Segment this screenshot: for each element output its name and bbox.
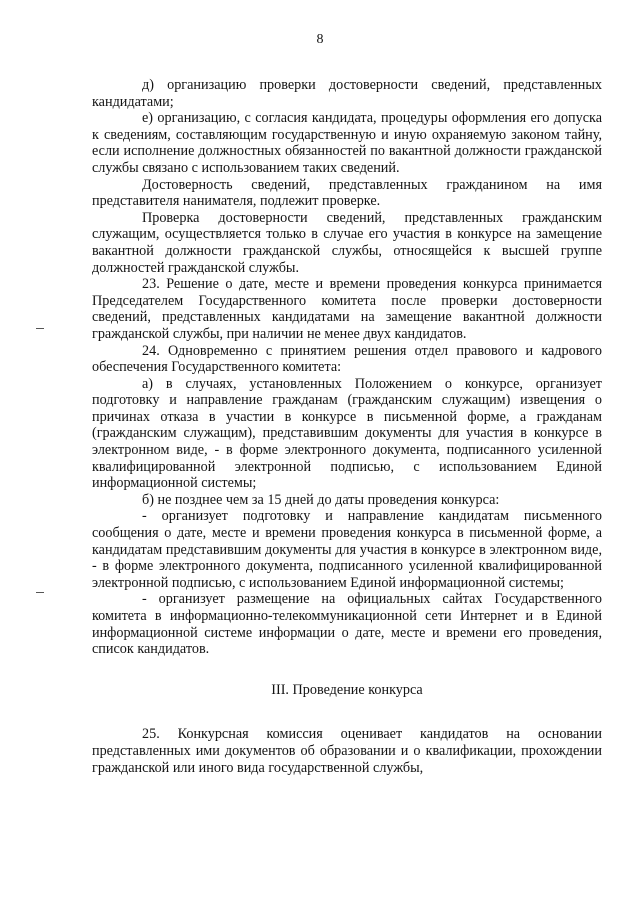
- document-body: [92, 77, 602, 776]
- paragraph-d: д) организацию проверки достоверности сведений, представленных кандидатами;: [92, 77, 602, 110]
- page-number: 8: [316, 32, 324, 47]
- margin-mark: [36, 592, 44, 593]
- paragraph-24-b-item-1: - организует подготовку и направление кандидатам письменного сообщения о дате, месте и времени проведения конкурса в письменной форме, а кандидатам представившим документы для участия в конкурсе в электронном виде, - в форме электронного документа, подписанного усиленной квалифицированной электронной подписью, с использованием Единой информационной системы;: [92, 508, 602, 591]
- paragraph-verification: Достоверность сведений, представленных гражданином на имя представителя нанимателя, подлежит проверке.: [92, 176, 602, 210]
- paragraph-verification-civil: Проверка достоверности сведений, представленных гражданским служащим, осуществляется только в случае его участия в конкурсе на замещение вакантной должности гражданской службы, относящейся к высшей группе должностей гражданской службы.: [92, 209, 602, 276]
- paragraph-24-b-item-2: - организует размещение на официальных сайтах Государственного комитета в информационно-телекоммуникационной сети Интернет и в Единой информационной системе информации о дате, месте и времени его проведения, список кандидатов.: [92, 591, 602, 658]
- paragraph-e: е) организацию, с согласия кандидата, процедуры оформления его допуска к сведениям, составляющим государственную и иную охраняемую законом тайну, если исполнение должностных обязанностей по вакантной должности гражданской службы связано с использованием таких сведений.: [92, 110, 602, 176]
- paragraph-23: 23. Решение о дате, месте и времени проведения конкурса принимается Председателем Государственного комитета после проверки достоверности сведений, представленных кандидатами на замещение вакантной должности гражданской службы, при наличии не менее двух кандидатов.: [92, 276, 602, 342]
- paragraph-25: 25. Конкурсная комиссия оценивает кандидатов на основании представленных ими документов об образовании и о квалификации, прохождении гражданской или иного вида государственной службы,: [92, 726, 602, 776]
- paragraph-24-a: а) в случаях, установленных Положением о конкурсе, организует подготовку и направление гражданам (гражданским служащим) извещения о причинах отказа в участии в конкурсе в письменной форме, а гражданам (гражданским служащим), представившим документы для участия в конкурсе в электронном виде, - в форме электронного документа, подписанного усиленной квалифицированной электронной подписью, с использованием Единой информационной системы;: [92, 375, 602, 492]
- margin-mark: [36, 328, 44, 329]
- paragraph-24: 24. Одновременно с принятием решения отдел правового и кадрового обеспечения Государственного комитета:: [92, 342, 602, 376]
- section-heading: III. Проведение конкурса: [271, 681, 423, 698]
- paragraph-24-b: б) не позднее чем за 15 дней до даты проведения конкурса:: [142, 491, 500, 508]
